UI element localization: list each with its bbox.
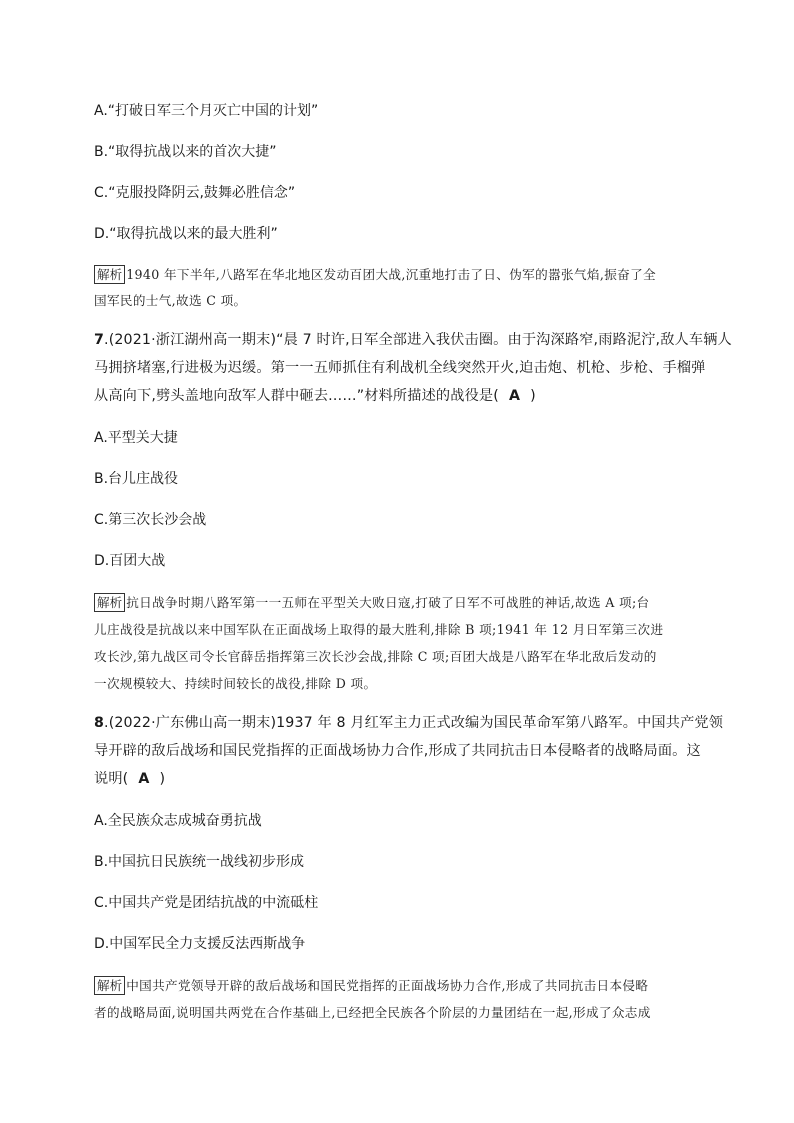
q8-option-b: B.中国抗日民族统一战线初步形成 [94, 854, 305, 870]
q7-option-b: B.台儿庄战役 [94, 471, 179, 487]
q8-analysis-line-1: 解析 中国共产党领导开辟的敌后战场和国民党指挥的正面战场协力合作,形成了共同抗击日本侵略 [94, 976, 648, 996]
q8-option-d: D.中国军民全力支援反法西斯战争 [94, 936, 306, 952]
q8-number: 8 [94, 715, 105, 731]
q8-option-a: A.全民族众志成城奋勇抗战 [94, 813, 262, 829]
q7-analysis-line-4: 一次规模较大、持续时间较长的战役,排除 D 项。 [94, 676, 377, 691]
q6-option-a: A.“打破日军三个月灭亡中国的计划” [94, 103, 319, 119]
q7-analysis-line-1: 解析 抗日战争时期八路军第一一五师在平型关大败日寇,打破了日军不可战胜的神话,故选 A 项;台 [94, 593, 650, 613]
q8-analysis-tag: 解析 [94, 976, 125, 995]
q7-option-a: A.平型关大捷 [94, 430, 178, 446]
q8-stem-line-2: 导开辟的敌后战场和国民党指挥的正面战场协力合作,形成了共同抗击日本侵略者的战略局面。这 [94, 743, 701, 759]
q7-analysis-line-2: 儿庄战役是抗战以来中国军队在正面战场上取得的最大胜利,排除 B 项;1941 年 12 月日军第三次进 [94, 622, 664, 637]
q7-stem-line-2: 马拥挤堵塞,行进极为迟缓。第一一五师抓住有利战机全线突然开火,迫击炮、机枪、步枪、手榴弹 [94, 360, 706, 376]
q8-stem-line-3: 说明( A ) [94, 771, 166, 787]
q8-stem-line-1: 8.(2022·广东佛山高一期末)1937 年 8 月红军主力正式改编为国民革命军第八路军。中国共产党领 [94, 715, 724, 731]
q7-number: 7 [94, 332, 105, 348]
q7-analysis-tag: 解析 [94, 593, 125, 612]
q7-option-c: C.第三次长沙会战 [94, 512, 207, 528]
q8-option-c: C.中国共产党是团结抗战的中流砥柱 [94, 895, 319, 911]
q6-option-b: B.“取得抗战以来的首次大捷” [94, 144, 277, 160]
q6-option-d: D.“取得抗战以来的最大胜利” [94, 226, 278, 242]
q7-answer: A [508, 388, 521, 404]
q6-analysis-tag: 解析 [94, 265, 125, 284]
q6-option-c: C.“克服投降阴云,鼓舞必胜信念” [94, 185, 296, 201]
q7-stem-line-1: 7.(2021·浙江湖州高一期末)“晨 7 时许,日军全部进入我伏击圈。由于沟深路窄,雨路泥泞,敌人车辆人 [94, 332, 732, 348]
q8-analysis-line-2: 者的战略局面,说明国共两党在合作基础上,已经把全民族各个阶层的力量团结在一起,形成了众志成 [94, 1005, 651, 1020]
q6-analysis-line-2: 国军民的士气,故选 C 项。 [94, 293, 247, 308]
q7-analysis-line-3: 攻长沙,第九战区司令长官薛岳指挥第三次长沙会战,排除 C 项;百团大战是八路军在华北敌后发动的 [94, 649, 657, 664]
q8-answer: A [138, 771, 150, 787]
q7-stem-line-3: 从高向下,劈头盖地向敌军人群中砸去……”材料所描述的战役是( A ) [94, 388, 536, 404]
q7-option-d: D.百团大战 [94, 553, 166, 569]
q6-analysis-line-1: 解析 1940 年下半年,八路军在华北地区发动百团大战,沉重地打击了日、伪军的嚣张气焰,振奋了全 [94, 265, 656, 285]
